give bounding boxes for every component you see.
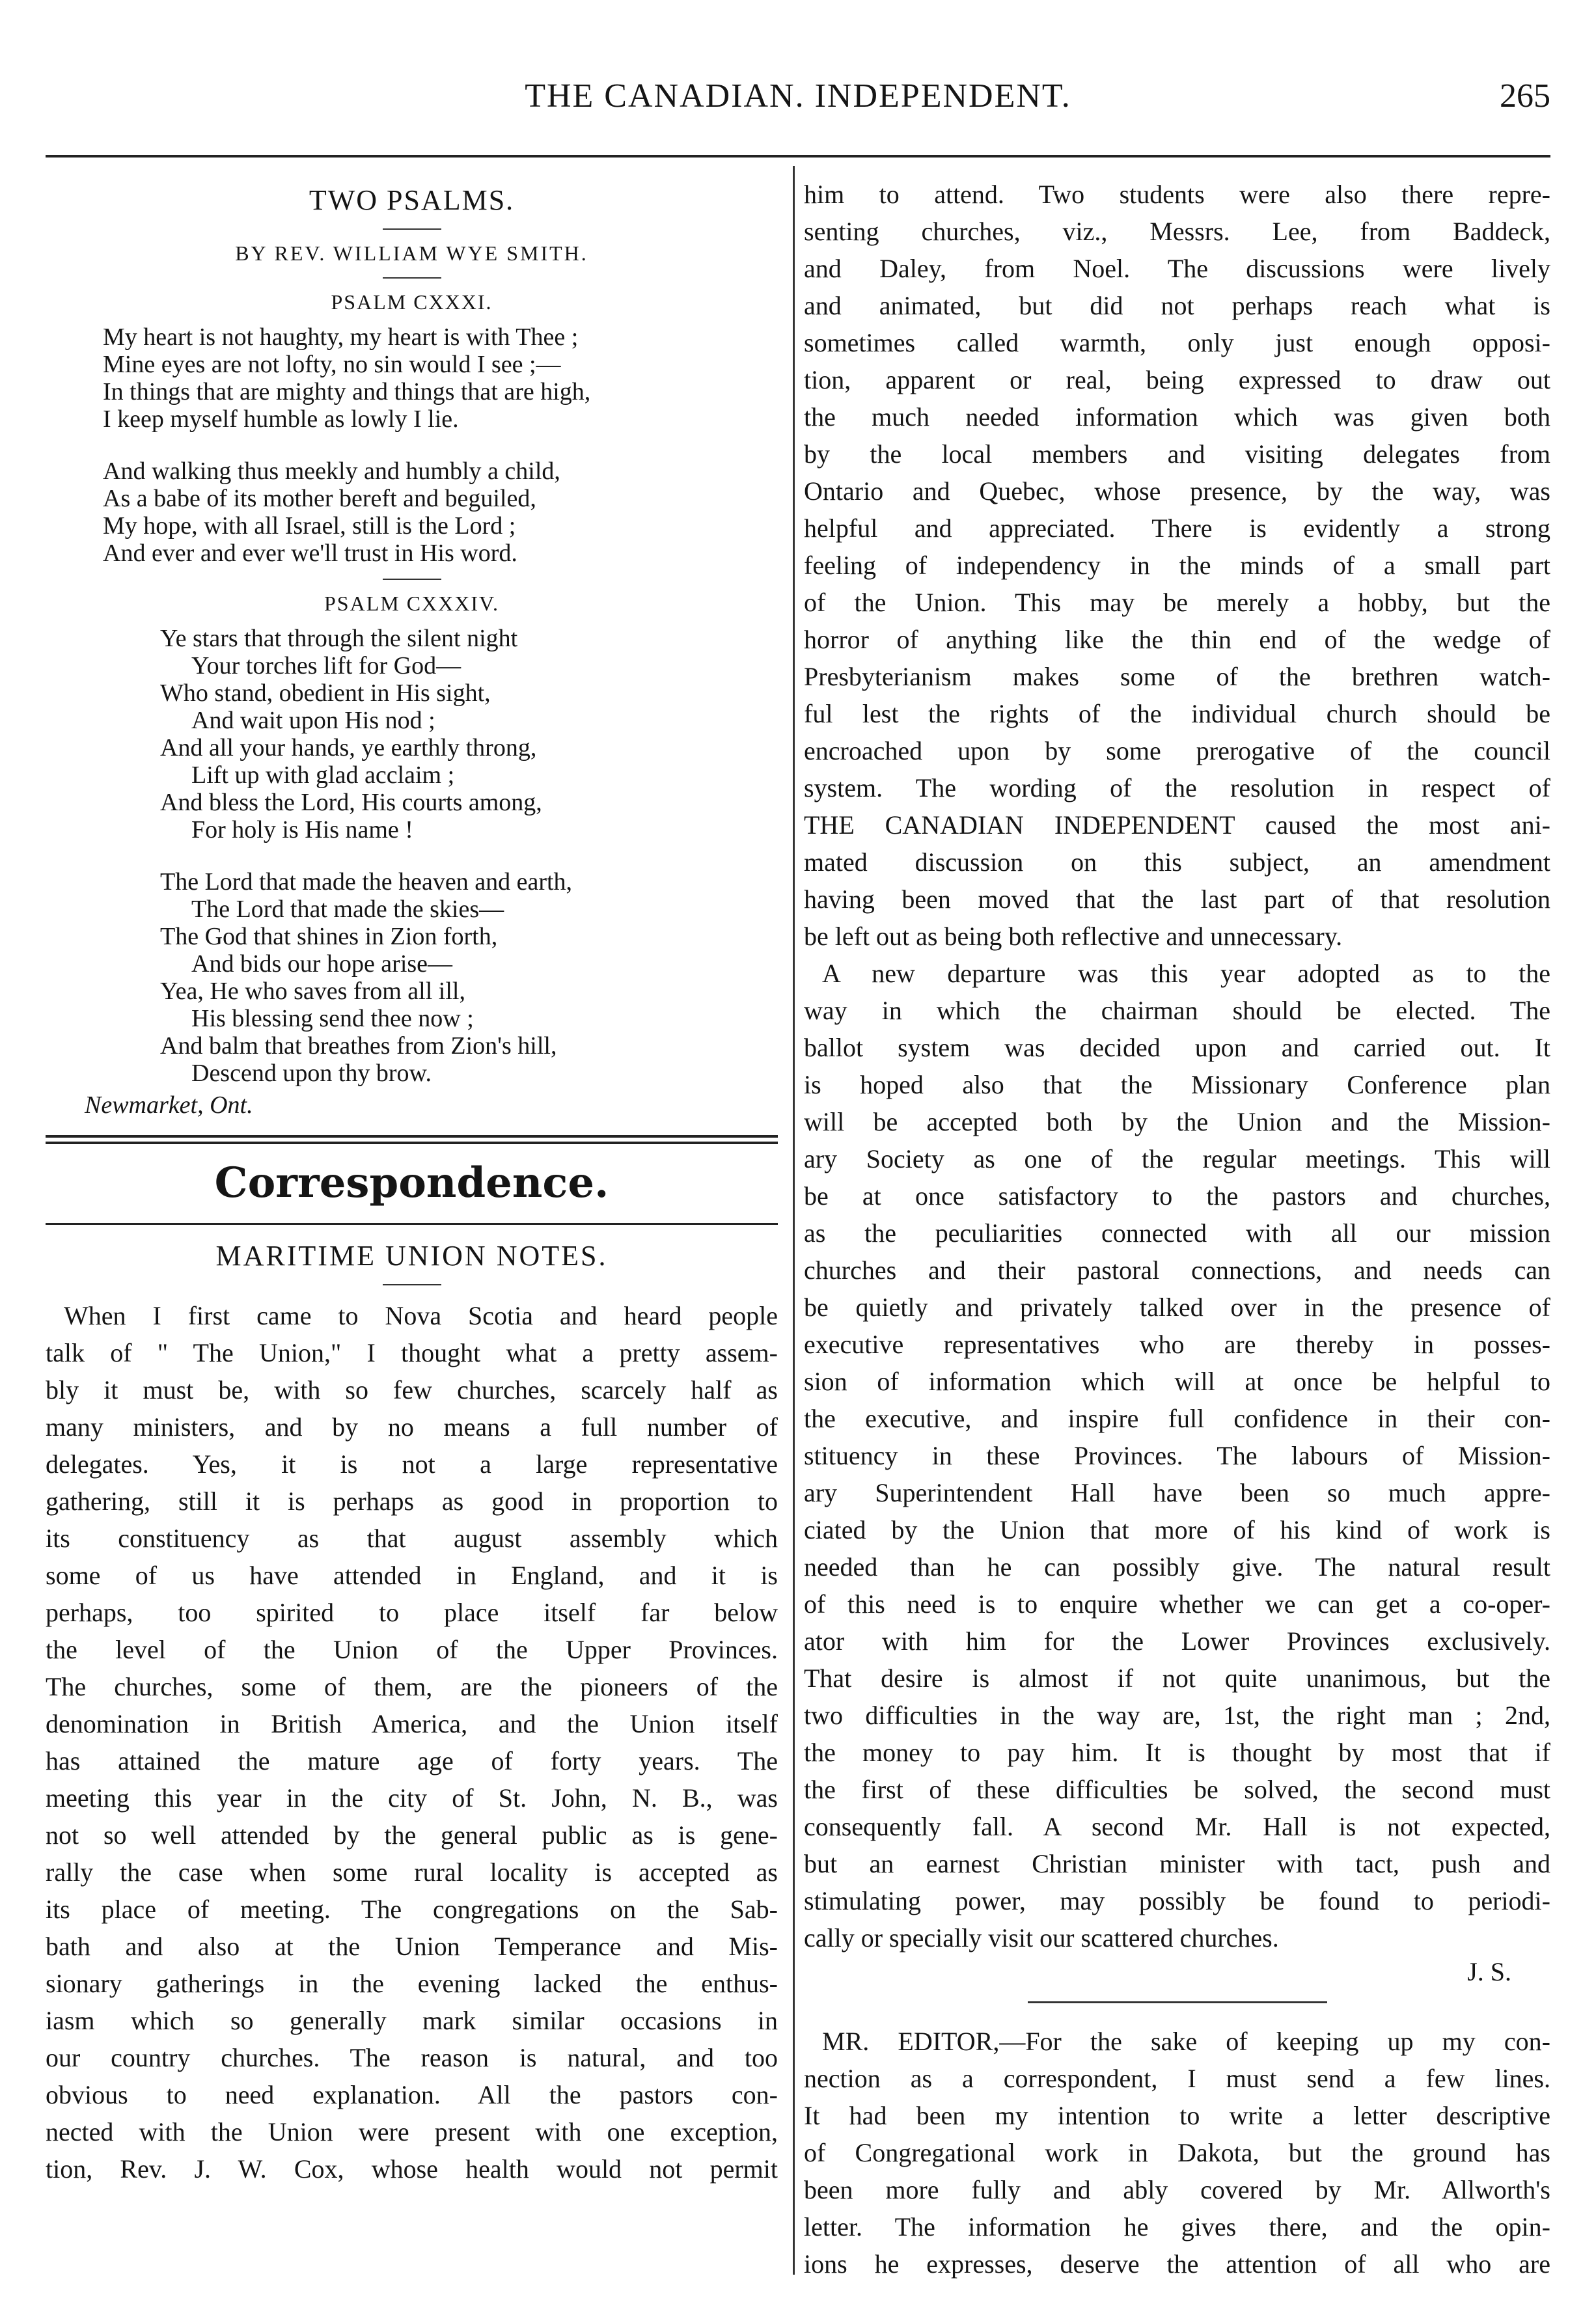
verse-line: The Lord that made the heaven and earth, bbox=[160, 868, 573, 896]
text-line: the first of these difficulties be solved, the second must bbox=[804, 1775, 1550, 1804]
text-line: churches and their pastoral connections, and needs can bbox=[804, 1255, 1550, 1285]
text-line: ator with him for the Lower Provinces exclusively. bbox=[804, 1626, 1550, 1656]
section-heading: Correspondence. bbox=[214, 1158, 609, 1207]
running-title: THE CANADIAN. INDEPENDENT. bbox=[525, 77, 1071, 115]
text-line: be at once satisfactory to the pastors and churches, bbox=[804, 1181, 1550, 1211]
text-line: gathering, still it is perhaps as good in proportion to bbox=[46, 1487, 778, 1516]
text-line: nected with the Union were present with one exception, bbox=[46, 2117, 778, 2146]
text-line: It had been my intention to write a letter descriptive bbox=[804, 2101, 1550, 2130]
text-line: iasm which so generally mark similar occasions in bbox=[46, 2006, 778, 2035]
text-line: way in which the chairman should be elected. The bbox=[804, 996, 1550, 1025]
text-line: the much needed information which was given both bbox=[804, 402, 1550, 432]
text-line: denomination in British America, and the Union itself bbox=[46, 1709, 778, 1738]
text-line: its constituency as that august assembly which bbox=[46, 1524, 778, 1553]
text-line: two difficulties in the way are, 1st, the right man ; 2nd, bbox=[804, 1701, 1550, 1730]
article-body-right-2 bbox=[804, 955, 1550, 1956]
poem-place: Newmarket, Ont. bbox=[85, 1091, 253, 1119]
text-line: be quietly and privately talked over in the presence of bbox=[804, 1293, 1550, 1322]
verse-line: And walking thus meekly and humbly a child, bbox=[103, 458, 560, 485]
text-line: needed than he can possibly give. The natural result bbox=[804, 1552, 1550, 1582]
text-line: feeling of independency in the minds of a small part bbox=[804, 551, 1550, 580]
letter-body bbox=[804, 2023, 1550, 2282]
letter-separator-rule bbox=[1028, 2001, 1327, 2003]
text-line: talk of " The Union," I thought what a pretty assem- bbox=[46, 1338, 778, 1367]
text-line: many ministers, and by no means a full number of bbox=[46, 1412, 778, 1442]
byline-rule bbox=[383, 277, 441, 279]
text-line: MR. EDITOR,—For the sake of keeping up my con- bbox=[822, 2027, 1550, 2056]
text-line: tion, Rev. J. W. Cox, whose health would not permit bbox=[46, 2154, 778, 2184]
text-line: A new departure was this year adopted as to the bbox=[822, 959, 1550, 988]
text-line: delegates. Yes, it is not a large representative bbox=[46, 1449, 778, 1479]
verse-line: Your torches lift for God— bbox=[191, 652, 461, 679]
left-column bbox=[46, 176, 778, 2187]
text-line: bly it must be, with so few churches, scarcely half as bbox=[46, 1375, 778, 1404]
psalm-131-stanza-1 bbox=[103, 323, 778, 433]
psalm-131-stanza-2 bbox=[103, 458, 778, 567]
text-line: be left out as being both reflective and unnecessary. bbox=[804, 922, 1343, 951]
article-body-left bbox=[46, 1297, 778, 2187]
text-line: ful lest the rights of the individual church should be bbox=[804, 699, 1550, 728]
verse-line: As a babe of its mother bereft and beguiled, bbox=[103, 485, 536, 512]
text-line: letter. The information he gives there, and the opin- bbox=[804, 2212, 1550, 2241]
article-title: MARITIME UNION NOTES. bbox=[215, 1240, 608, 1272]
verse-line: The God that shines in Zion forth, bbox=[160, 923, 498, 950]
text-line: ary Society as one of the regular meetings. This will bbox=[804, 1144, 1550, 1173]
text-line: stituency in these Provinces. The labours of Mission- bbox=[804, 1441, 1550, 1470]
text-line: ions he expresses, deserve the attention of all who are bbox=[804, 2249, 1550, 2279]
text-line: nection as a correspondent, I must send a few lines. bbox=[804, 2064, 1550, 2093]
text-line: been more fully and ably covered by Mr. Allworth's bbox=[804, 2175, 1550, 2204]
text-line: senting churches, viz., Messrs. Lee, from Baddeck, bbox=[804, 217, 1550, 246]
text-line: its place of meeting. The congregations on the Sab- bbox=[46, 1895, 778, 1924]
text-line: The churches, some of them, are the pioneers of the bbox=[46, 1672, 778, 1701]
verse-line: The Lord that made the skies— bbox=[191, 896, 504, 923]
text-line: some of us have attended in England, and it is bbox=[46, 1561, 778, 1590]
text-line: sometimes called warmth, only just enough opposi- bbox=[804, 328, 1550, 357]
text-line: meeting this year in the city of St. John, N. B., was bbox=[46, 1783, 778, 1813]
text-line: and Daley, from Noel. The discussions were lively bbox=[804, 254, 1550, 283]
verse-line: My heart is not haughty, my heart is with Thee ; bbox=[103, 323, 579, 351]
verse-line: My hope, with all Israel, still is the Lord ; bbox=[103, 512, 516, 540]
text-line: the executive, and inspire full confidence in their con- bbox=[804, 1404, 1550, 1433]
text-line: bath and also at the Union Temperance and Mis- bbox=[46, 1932, 778, 1961]
verse-line: And wait upon His nod ; bbox=[191, 707, 435, 734]
verse-line: In things that are mighty and things that are high, bbox=[103, 378, 591, 405]
verse-line: Yea, He who saves from all ill, bbox=[160, 978, 465, 1005]
text-line: ciated by the Union that more of his kind of work is bbox=[804, 1515, 1550, 1544]
text-line: perhaps, too spirited to place itself far below bbox=[46, 1598, 778, 1627]
psalm-heading: PSALM CXXXIV. bbox=[323, 592, 499, 615]
psalm-rule bbox=[383, 579, 441, 580]
text-line: executive representatives who are thereby in posses- bbox=[804, 1330, 1550, 1359]
poem-byline: BY REV. WILLIAM WYE SMITH. bbox=[235, 241, 588, 265]
article-title-rule bbox=[383, 1284, 441, 1285]
poem-title: TWO PSALMS. bbox=[309, 184, 515, 216]
text-line: as the peculiarities connected with all our mission bbox=[804, 1218, 1550, 1248]
text-line: is hoped also that the Missionary Conference plan bbox=[804, 1070, 1550, 1099]
text-line: having been moved that the last part of that resolution bbox=[804, 884, 1550, 914]
text-line: mated discussion on this subject, an amendment bbox=[804, 847, 1550, 877]
verse-line: And bless the Lord, His courts among, bbox=[160, 789, 542, 816]
signature: J. S. bbox=[1467, 1957, 1511, 1986]
section-double-rule bbox=[46, 1135, 778, 1144]
text-line: THE CANADIAN INDEPENDENT caused the most ani- bbox=[804, 810, 1550, 840]
text-line: of this need is to enquire whether we can get a co-oper- bbox=[804, 1589, 1550, 1619]
verse-line: Mine eyes are not lofty, no sin would I see ;— bbox=[103, 351, 561, 378]
verse-line: And bids our hope arise— bbox=[191, 950, 453, 978]
text-line: the level of the Union of the Upper Provinces. bbox=[46, 1635, 778, 1664]
text-line: ballot system was decided upon and carried out. It bbox=[804, 1033, 1550, 1062]
text-line: tion, apparent or real, being expressed to draw out bbox=[804, 365, 1550, 394]
text-line: When I first came to Nova Scotia and heard people bbox=[64, 1301, 778, 1330]
text-line: of the Union. This may be merely a hobby, but the bbox=[804, 588, 1550, 617]
text-line: rally the case when some rural locality is accepted as bbox=[46, 1857, 778, 1887]
text-line: him to attend. Two students were also there repre- bbox=[804, 180, 1550, 209]
text-line: will be accepted both by the Union and the Mission- bbox=[804, 1107, 1550, 1136]
text-line: our country churches. The reason is natural, and too bbox=[46, 2043, 778, 2072]
verse-line: And ever and ever we'll trust in His word. bbox=[103, 540, 517, 567]
text-line: system. The wording of the resolution in respect of bbox=[804, 773, 1550, 802]
text-line: sionary gatherings in the evening lacked the enthus- bbox=[46, 1969, 778, 1998]
text-line: but an earnest Christian minister with tact, push and bbox=[804, 1849, 1550, 1878]
verse-line: For holy is His name ! bbox=[191, 816, 413, 843]
text-line: cally or specially visit our scattered churches. bbox=[804, 1923, 1279, 1953]
verse-line: Lift up with glad acclaim ; bbox=[191, 761, 455, 789]
text-line: has attained the mature age of forty years. The bbox=[46, 1746, 778, 1775]
section-rule bbox=[46, 1223, 778, 1225]
verse-line: Descend upon thy brow. bbox=[191, 1060, 432, 1087]
running-head bbox=[46, 77, 1550, 129]
text-line: That desire is almost if not quite unanimous, but the bbox=[804, 1664, 1550, 1693]
article-body-right-1 bbox=[804, 176, 1550, 955]
text-line: and animated, but did not perhaps reach what is bbox=[804, 291, 1550, 320]
text-line: consequently fall. A second Mr. Hall is not expected, bbox=[804, 1812, 1550, 1841]
title-rule bbox=[383, 228, 441, 230]
psalm-heading: PSALM CXXXI. bbox=[331, 290, 493, 314]
text-line: horror of anything like the thin end of the wedge of bbox=[804, 625, 1550, 654]
right-column bbox=[804, 176, 1550, 2282]
text-line: the money to pay him. It is thought by most that if bbox=[804, 1738, 1550, 1767]
text-line: by the local members and visiting delegates from bbox=[804, 439, 1550, 469]
text-line: of Congregational work in Dakota, but the ground has bbox=[804, 2138, 1550, 2167]
text-line: not so well attended by the general public as is gene- bbox=[46, 1820, 778, 1850]
text-line: helpful and appreciated. There is evidently a strong bbox=[804, 514, 1550, 543]
text-line: sion of information which will at once be helpful to bbox=[804, 1367, 1550, 1396]
verse-line: I keep myself humble as lowly I lie. bbox=[103, 405, 459, 433]
verse-line: And balm that breathes from Zion's hill, bbox=[160, 1032, 557, 1060]
page-number: 265 bbox=[1500, 77, 1550, 115]
header-rule bbox=[46, 155, 1550, 158]
column-divider bbox=[793, 166, 795, 2275]
text-line: Presbyterianism makes some of the brethren watch- bbox=[804, 662, 1550, 691]
verse-line: Who stand, obedient in His sight, bbox=[160, 679, 491, 707]
verse-line: And all your hands, ye earthly throng, bbox=[160, 734, 537, 761]
psalm-134-stanza-2 bbox=[160, 868, 778, 1087]
text-line: stimulating power, may possibly be found to periodi- bbox=[804, 1886, 1550, 1915]
text-line: Ontario and Quebec, whose presence, by the way, was bbox=[804, 476, 1550, 506]
verse-line: Ye stars that through the silent night bbox=[160, 625, 518, 652]
psalm-134-stanza-1 bbox=[160, 625, 778, 843]
text-line: obvious to need explanation. All the pastors con- bbox=[46, 2080, 778, 2109]
verse-line: His blessing send thee now ; bbox=[191, 1005, 474, 1032]
text-line: ary Superintendent Hall have been so much appre- bbox=[804, 1478, 1550, 1507]
text-line: encroached upon by some prerogative of the council bbox=[804, 736, 1550, 765]
